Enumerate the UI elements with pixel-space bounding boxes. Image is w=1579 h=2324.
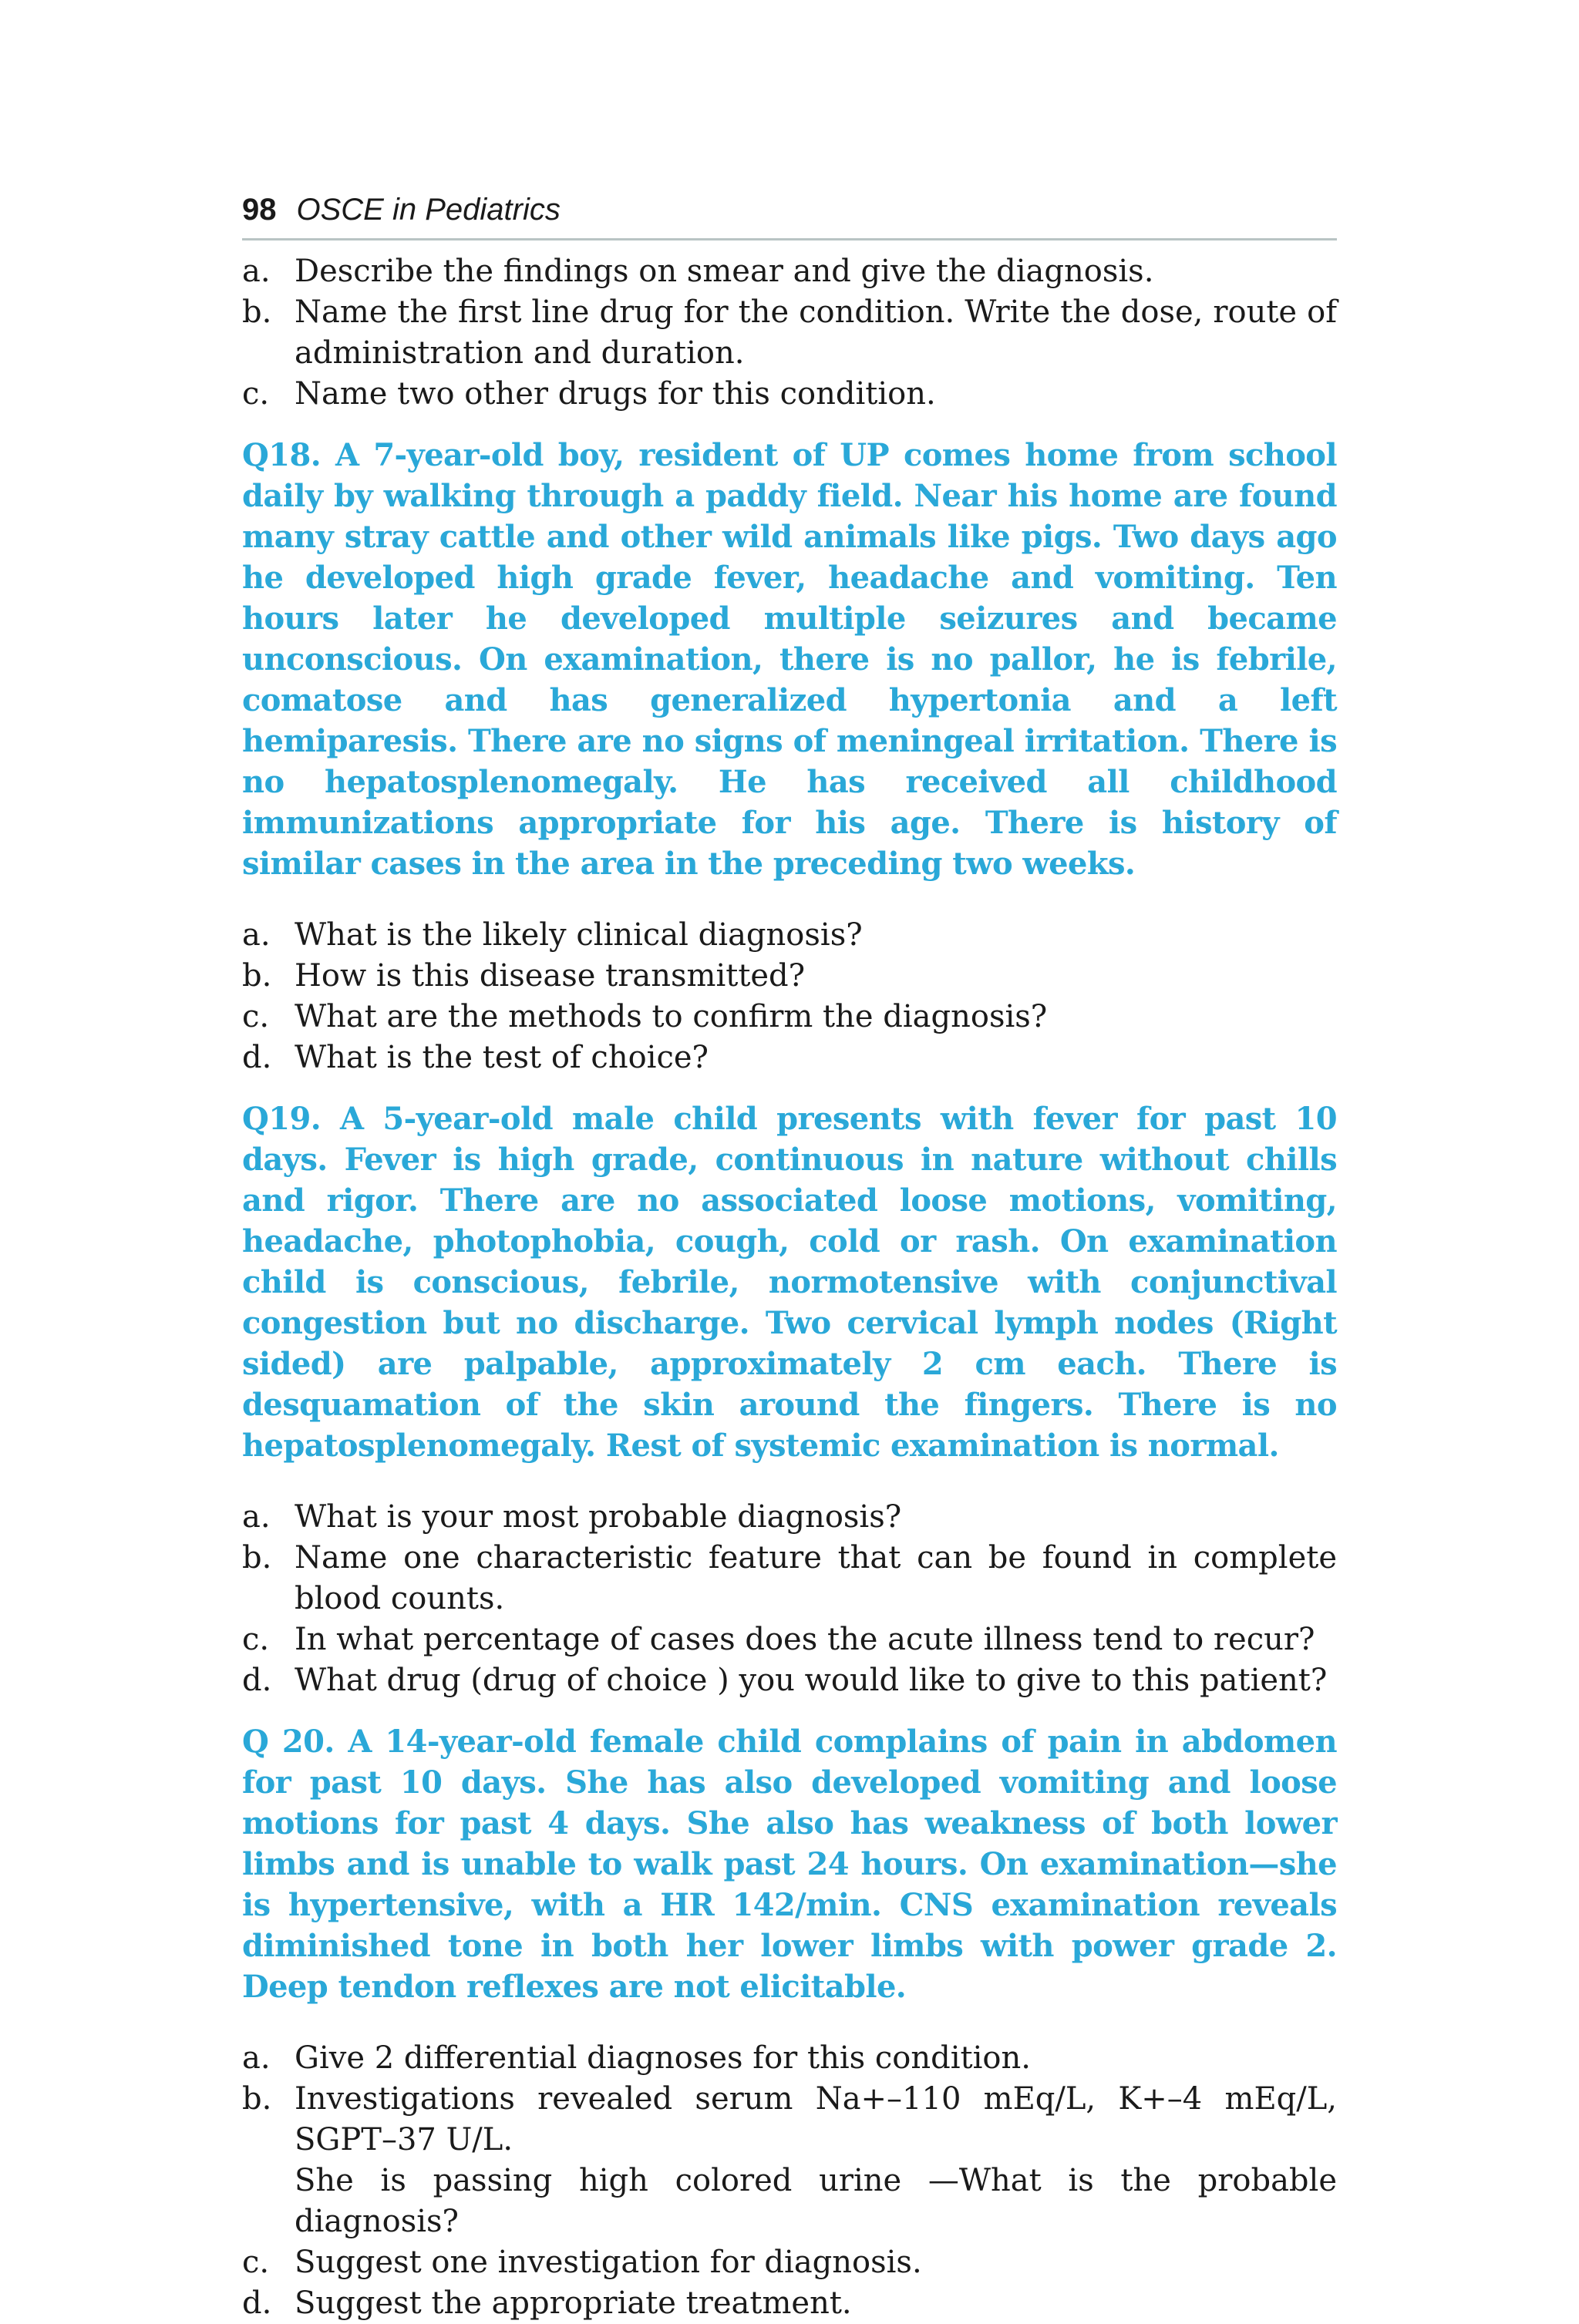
item-text: What is the test of choice? bbox=[295, 1040, 709, 1075]
question-stem: Q19. A 5-year-old male child presents with fever for past 10 days. Fever is high grade, continuous in nature without chills and rigor. There are no associated loose motions, vomiting, headache, photophobia, cough, cold or rash. On examination child is conscious, febrile, normotensive with conjunctival congestion but no discharge. Two cervical lymph nodes (Right sided) are palpable, approximately 2 cm each. There is desquamation of the skin around the fingers. There is no hepatosplenomegaly. Rest of systemic examination is normal. bbox=[242, 1101, 1337, 1464]
item-text: Suggest the appropriate treatment. bbox=[295, 2285, 852, 2321]
question-items bbox=[242, 1497, 1337, 1701]
item-text: In what percentage of cases does the acute illness tend to recur? bbox=[295, 1622, 1315, 1657]
list-item bbox=[242, 2242, 1337, 2283]
question-19 bbox=[242, 1098, 1337, 1701]
list-item bbox=[242, 2079, 1337, 2242]
list-item bbox=[242, 1538, 1337, 1619]
item-text: Investigations revealed serum Na+–110 mEq/L, K+–4 mEq/L, SGPT–37 U/L. bbox=[295, 2081, 1337, 2158]
running-head bbox=[242, 193, 1337, 240]
item-marker: c. bbox=[242, 999, 270, 1034]
list-item bbox=[242, 997, 1337, 1038]
item-marker: a. bbox=[242, 2040, 271, 2076]
list-item bbox=[242, 374, 1337, 415]
list-item bbox=[242, 956, 1337, 997]
item-text-wrapper bbox=[295, 2079, 1337, 2242]
list-item bbox=[242, 1038, 1337, 1078]
question-stem: Q 20. A 14-year-old female child complains of pain in abdomen for past 10 days. She has also developed vomiting and loose motions for past 4 days. She also has weakness of both lower limbs and is unable to walk past 24 hours. On examination—she is hypertensive, with a HR 142/min. CNS examination reveals diminished tone in both her lower limbs with power grade 2. Deep tendon reflexes are not elicitable. bbox=[242, 1724, 1337, 2005]
question-stem: Q18. A 7-year-old boy, resident of UP comes home from school daily by walking through a paddy field. Near his home are found many stray cattle and other wild animals like pigs. Two days ago he developed high grade fever, headache and vomiting. Ten hours later he developed multiple seizures and became unconscious. On examination, there is no pallor, he is febrile, comatose and has generalized hypertonia and a left hemiparesis. There are no signs of meningeal irritation. There is no hepatosplenomegaly. He has received all childhood immunizations appropriate for his age. There is history of similar cases in the area in the preceding two weeks. bbox=[242, 437, 1337, 882]
list-item bbox=[242, 915, 1337, 956]
item-marker: b. bbox=[242, 2081, 272, 2117]
list-item bbox=[242, 251, 1337, 292]
list-item bbox=[242, 1619, 1337, 1660]
list-item bbox=[242, 1497, 1337, 1538]
item-text: Suggest one investigation for diagnosis. bbox=[295, 2245, 922, 2280]
list-item bbox=[242, 2283, 1337, 2324]
item-text: Give 2 differential diagnoses for this condition. bbox=[295, 2040, 1031, 2076]
question-18 bbox=[242, 435, 1337, 1078]
question-20 bbox=[242, 1721, 1337, 2324]
item-text: How is this disease transmitted? bbox=[295, 958, 806, 994]
item-marker: c. bbox=[242, 2245, 270, 2280]
item-text: What drug (drug of choice ) you would like to give to this patient? bbox=[295, 1663, 1328, 1698]
question-items bbox=[242, 915, 1337, 1078]
item-marker: b. bbox=[242, 1540, 272, 1576]
item-marker: c. bbox=[242, 376, 270, 412]
item-marker: a. bbox=[242, 917, 271, 953]
intro-list bbox=[242, 251, 1337, 415]
item-text-continuation: She is passing high colored urine —What is the probable diagnosis? bbox=[295, 2163, 1337, 2239]
item-marker: a. bbox=[242, 254, 271, 289]
list-item bbox=[242, 2038, 1337, 2079]
item-marker: b. bbox=[242, 294, 272, 330]
question-items bbox=[242, 2038, 1337, 2324]
item-marker: a. bbox=[242, 1499, 271, 1535]
item-marker: c. bbox=[242, 1622, 270, 1657]
item-marker: d. bbox=[242, 1040, 272, 1075]
item-text: Name one characteristic feature that can be found in complete blood counts. bbox=[295, 1540, 1337, 1616]
page-number: 98 bbox=[242, 193, 277, 227]
item-text: What is your most probable diagnosis? bbox=[295, 1499, 902, 1535]
book-title: OSCE in Pediatrics bbox=[296, 193, 561, 227]
item-marker: d. bbox=[242, 2285, 272, 2321]
item-text: What are the methods to confirm the diagnosis? bbox=[295, 999, 1048, 1034]
list-item bbox=[242, 292, 1337, 374]
item-marker: d. bbox=[242, 1663, 272, 1698]
item-marker: b. bbox=[242, 958, 272, 994]
item-text: Name two other drugs for this condition. bbox=[295, 376, 936, 412]
item-text: Name the first line drug for the condition. Write the dose, route of administration and duration. bbox=[295, 294, 1337, 371]
list-item bbox=[242, 1660, 1337, 1701]
item-text: Describe the findings on smear and give the diagnosis. bbox=[295, 254, 1154, 289]
page bbox=[242, 193, 1337, 2324]
item-text: What is the likely clinical diagnosis? bbox=[295, 917, 863, 953]
